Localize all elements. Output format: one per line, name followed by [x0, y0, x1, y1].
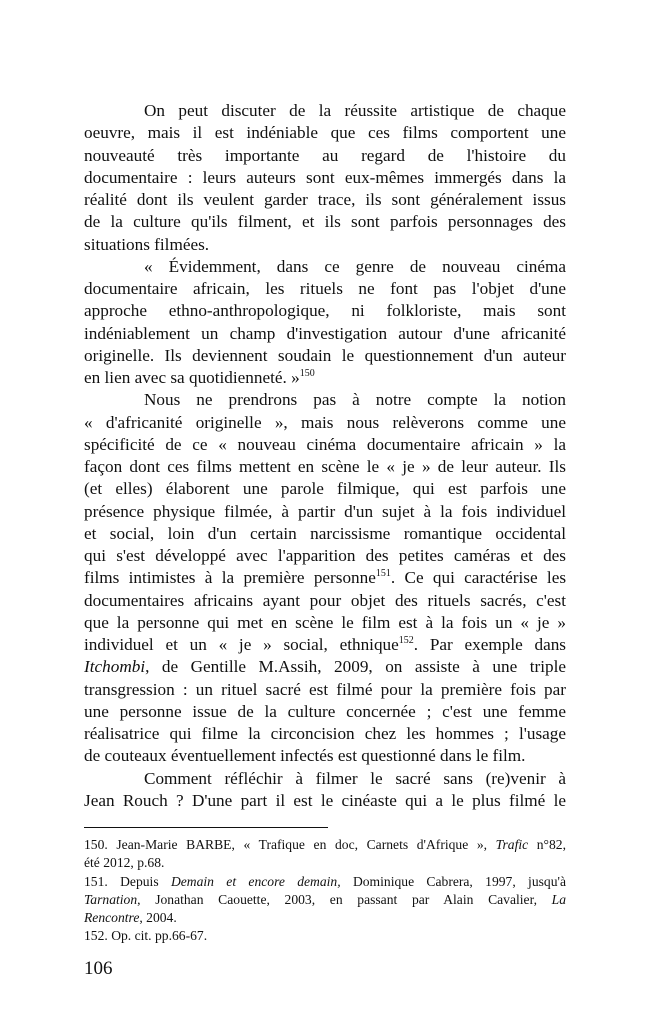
- text-line: [84, 501, 566, 523]
- text-segment: , 2004.: [139, 910, 177, 926]
- text-segment: situations filmées.: [84, 234, 210, 254]
- text-line: [84, 478, 566, 500]
- footnote-reference: 152: [398, 635, 414, 646]
- footnote-line: [84, 891, 566, 909]
- text-line: [84, 100, 566, 122]
- text-segment: façon dont ces films mettent en scène le « je » de leur auteur. Ils: [84, 457, 566, 476]
- footnotes: [84, 836, 566, 946]
- body-text: [84, 100, 566, 812]
- text-line: [84, 234, 566, 256]
- text-line: [84, 300, 566, 322]
- text-segment: « Évidemment, dans ce genre de nouveau cinéma: [144, 256, 566, 276]
- text-segment: 152. Op. cit. pp.66-67.: [84, 928, 208, 944]
- text-line: [84, 523, 566, 545]
- italic-title: Trafic: [495, 837, 529, 852]
- text-segment: 151. Depuis: [84, 873, 171, 889]
- text-segment: été 2012, p.68.: [84, 855, 165, 871]
- text-segment: qui s'est développé avec l'apparition des petites caméras et des: [84, 546, 566, 565]
- text-segment: Comment réfléchir à filmer le sacré sans (re)venir à: [144, 768, 566, 788]
- text-segment: On peut discuter de la réussite artistique de chaque: [144, 101, 566, 120]
- text-segment: (et elles) élaborent une parole filmique, qui est parfois une: [84, 479, 566, 499]
- text-segment: en lien avec sa quotidienneté. »: [84, 368, 300, 387]
- text-line: [84, 367, 566, 389]
- text-segment: , de Gentille M.Assih, 2009, on assiste à une triple: [145, 657, 566, 677]
- text-segment: « d'africanité originelle », mais nous relèverons comme une: [84, 412, 566, 432]
- text-line: [84, 745, 566, 767]
- italic-title: Demain et encore demain,: [170, 873, 341, 889]
- footnote-separator: [84, 827, 328, 828]
- text-line: [84, 145, 566, 167]
- text-line: [84, 211, 566, 233]
- text-line: [84, 412, 566, 434]
- text-line: [84, 389, 566, 411]
- text-segment: nouveauté très importante au regard de l'histoire du: [84, 145, 566, 165]
- text-line: [84, 612, 566, 634]
- text-segment: . Par exemple dans: [413, 635, 566, 654]
- text-line: [84, 167, 566, 189]
- italic-title: Tarnation: [84, 891, 138, 907]
- text-line: [84, 567, 566, 589]
- text-line: [84, 723, 566, 745]
- footnote-line: [84, 836, 566, 854]
- text-line: [84, 278, 566, 300]
- text-segment: de couteaux éventuellement infectés est questionné dans le film.: [84, 746, 526, 766]
- italic-title: Rencontre: [84, 910, 140, 926]
- italic-title: La: [551, 891, 566, 907]
- text-line: [84, 434, 566, 456]
- text-line: [84, 545, 566, 567]
- text-segment: documentaire africain, les rituels ne font pas l'objet d'une: [84, 279, 566, 298]
- text-segment: n°82,: [528, 837, 566, 852]
- text-segment: transgression : un rituel sacré est filmé pour la première fois par: [84, 679, 566, 699]
- text-line: [84, 634, 566, 656]
- text-line: [84, 189, 566, 211]
- text-segment: et social, loin d'un certain narcissisme romantique occidental: [84, 523, 566, 543]
- text-line: [84, 323, 566, 345]
- footnote-line: [84, 873, 566, 891]
- text-segment: approche ethno-anthropologique, ni folkloriste, mais sont: [84, 301, 566, 321]
- italic-title: Itchombi: [84, 657, 146, 677]
- text-segment: films intimistes à la première personne: [84, 568, 376, 588]
- text-segment: une personne issue de la culture concernée ; c'est une femme: [84, 701, 566, 721]
- text-segment: documentaires africains ayant pour objet des rituels sacrés, c'est: [84, 590, 566, 610]
- text-segment: . Ce qui caractérise les: [390, 568, 567, 588]
- text-line: [84, 656, 566, 678]
- text-line: [84, 768, 566, 790]
- text-segment: réalisatrice qui filme la circoncision chez les hommes ; l'usage: [84, 724, 566, 743]
- text-segment: présence physique filmée, à partir d'un sujet à la fois individuel: [84, 501, 566, 521]
- page-number: 106: [84, 958, 113, 979]
- text-line: [84, 456, 566, 478]
- text-segment: Nous ne prendrons pas à notre compte la notion: [144, 390, 566, 410]
- text-line: [84, 679, 566, 701]
- text-segment: 150. Jean-Marie BARBE, « Trafique en doc, Carnets d'Afrique »,: [84, 837, 496, 852]
- text-segment: Jean Rouch ? D'une part il est le cinéaste qui a le plus filmé le: [84, 790, 566, 810]
- text-segment: individuel et un « je » social, ethnique: [84, 635, 399, 654]
- text-line: [84, 590, 566, 612]
- text-segment: spécificité de ce « nouveau cinéma documentaire africain » la: [84, 434, 566, 454]
- text-line: [84, 122, 566, 144]
- text-segment: que la personne qui met en scène le film est à la fois un « je »: [84, 612, 566, 632]
- footnote-line: [84, 909, 566, 927]
- text-line: [84, 345, 566, 367]
- footnote-reference: 151: [375, 568, 391, 580]
- text-segment: oeuvre, mais il est indéniable que ces films comportent une: [84, 123, 566, 143]
- text-segment: originelle. Ils deviennent soudain le questionnement d'un auteur: [84, 345, 566, 365]
- text-segment: de la culture qu'ils filment, et ils sont parfois personnages des: [84, 212, 566, 232]
- text-line: [84, 701, 566, 723]
- text-line: [84, 790, 566, 812]
- footnote-line: [84, 927, 566, 945]
- footnote-reference: 150: [299, 368, 315, 379]
- text-segment: , Jonathan Caouette, 2003, en passant par Alain Cavalier,: [137, 891, 552, 907]
- footnote-line: [84, 854, 566, 872]
- text-segment: indéniablement un champ d'investigation autour d'une africanité: [84, 323, 566, 343]
- text-segment: réalité dont ils veulent garder trace, ils sont généralement issus: [84, 190, 566, 209]
- text-line: [84, 256, 566, 278]
- text-segment: Dominique Cabrera, 1997, jusqu'à: [340, 873, 566, 889]
- text-segment: documentaire : leurs auteurs sont eux-mêmes immergés dans la: [84, 167, 566, 187]
